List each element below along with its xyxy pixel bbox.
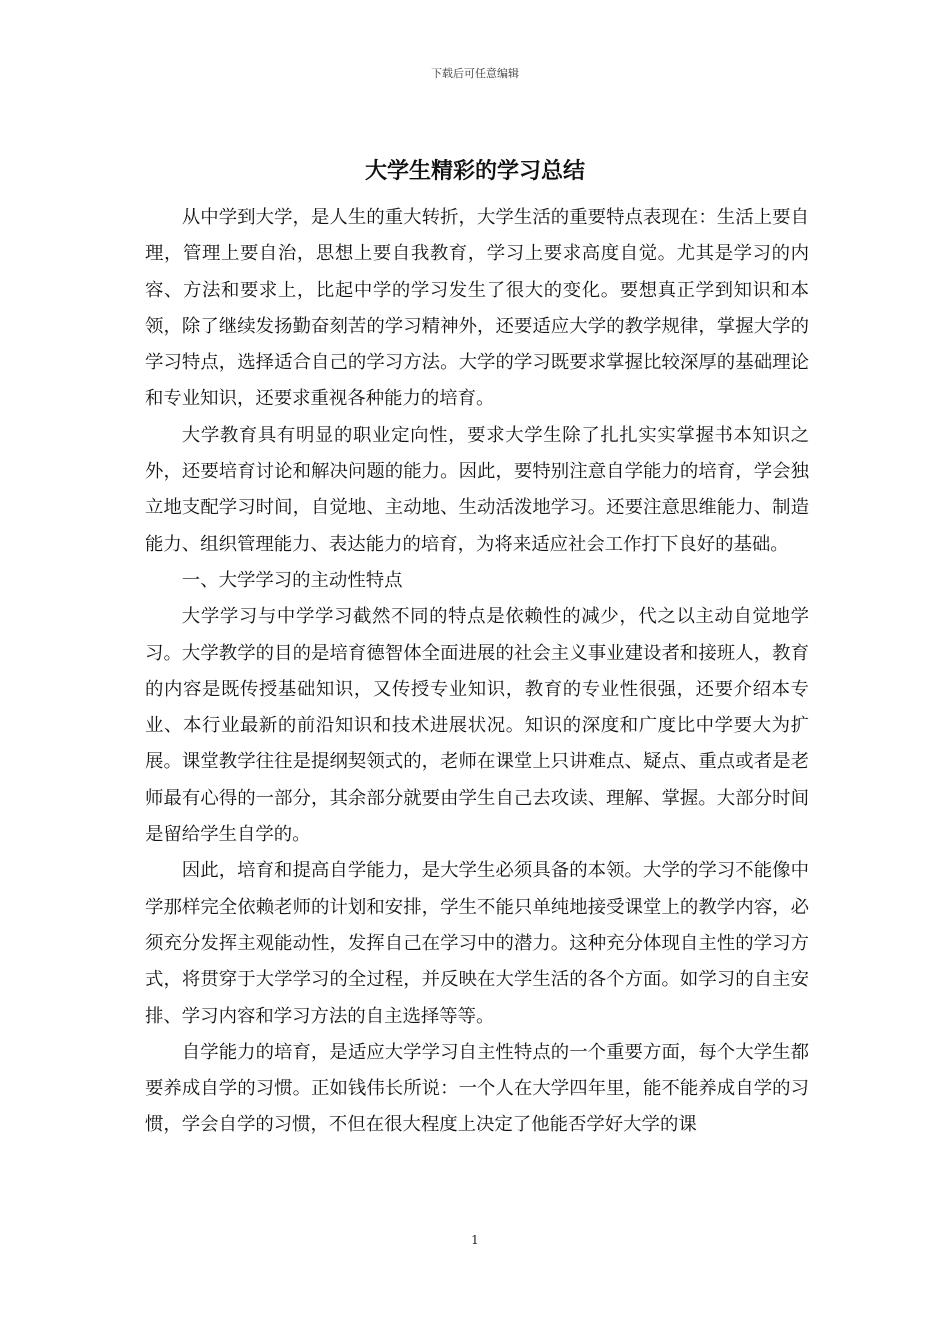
document-body — [145, 200, 809, 1144]
paragraph-2: 大学教育具有明显的职业定向性，要求大学生除了扎扎实实掌握书本知识之外，还要培育讨论和解决问题的能力。因此，要特别注意自学能力的培育，学会独立地支配学习时间，自觉地、主动地、生动活泼地学习。还要注意思维能力、制造能力、组织管理能力、表达能力的培育，为将来适应社会工作打下良好的基础。 — [145, 424, 809, 555]
page-number: 1 — [471, 1233, 479, 1247]
paragraph-1: 从中学到大学，是人生的重大转折，大学生活的重要特点表现在：生活上要自理，管理上要自治，思想上要自我教育，学习上要求高度自觉。尤其是学习的内容、方法和要求上，比起中学的学习发生了很大的变化。要想真正学到知识和本领，除了继续发扬勤奋刻苦的学习精神外，还要适应大学的教学规律，掌握大学的学习特点，选择适合自己的学习方法。大学的学习既要求掌握比较深厚的基础理论和专业知识，还要求重视各种能力的培育。 — [145, 207, 809, 410]
paragraph-5: 自学能力的培育，是适应大学学习自主性特点的一个重要方面，每个大学生都要养成自学的习惯。正如钱伟长所说：一个人在大学四年里，能不能养成自学的习惯，学会自学的习惯，不但在很大程度上决定了他能否学好大学的课 — [145, 1041, 809, 1136]
page-header: 下载后可任意编辑 — [431, 67, 519, 80]
document-title: 大学生精彩的学习总结 — [364, 158, 585, 184]
section-heading: 一、大学学习的主动性特点 — [181, 569, 403, 591]
paragraph-3: 大学学习与中学学习截然不同的特点是依赖性的减少，代之以主动自觉地学习。大学教学的目的是培育德智体全面进展的社会主义事业建设者和接班人，教育的内容是既传授基础知识，又传授专业知识，教育的专业性很强，还要介绍本专业、本行业最新的前沿知识和技术进展状况。知识的深度和广度比中学要大为扩展。课堂教学往往是提纲契领式的，老师在课堂上只讲难点、疑点、重点或者是老师最有心得的一部分，其余部分就要由学生自己去攻读、理解、掌握。大部分时间是留给学生自学的。 — [145, 606, 809, 846]
paragraph-4: 因此，培育和提高自学能力，是大学生必须具备的本领。大学的学习不能像中学那样完全依赖老师的计划和安排，学生不能只单纯地接受课堂上的教学内容，必须充分发挥主观能动性，发挥自己在学习中的潜力。这种充分体现自主性的学习方式，将贯穿于大学学习的全过程，并反映在大学生活的各个方面。如学习的自主安排、学习内容和学习方法的自主选择等等。 — [145, 860, 809, 1027]
